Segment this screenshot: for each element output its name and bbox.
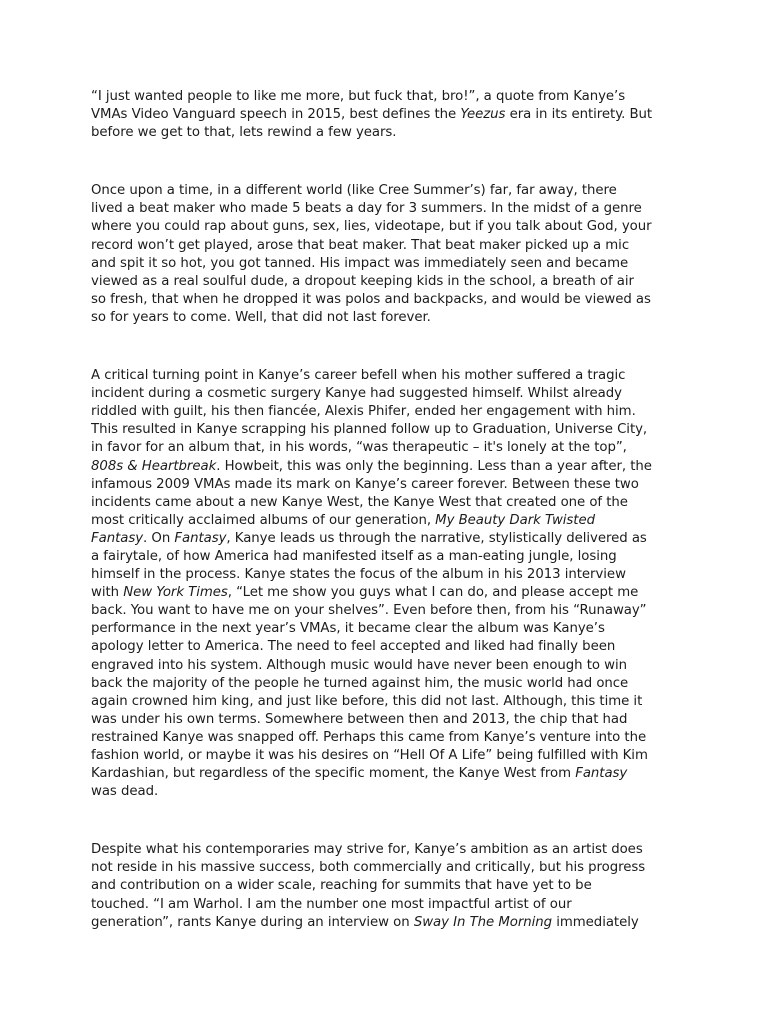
text-line <box>91 458 683 476</box>
text-run: in favor for an album that, in his words, “was therapeutic – it's lonely at the top”, <box>91 440 627 456</box>
text-line <box>91 106 683 124</box>
text-run: where you could rap about guns, sex, lies, videotape, but if you talk about God, your <box>91 219 652 235</box>
text-line <box>91 403 683 421</box>
text-line <box>91 548 683 566</box>
text-line <box>91 729 683 747</box>
text-run: . Howbeit, this was only the beginning. Less than a year after, the <box>216 458 652 474</box>
text-line <box>91 512 683 530</box>
text-line <box>91 200 683 218</box>
text-run: back the majority of the people he turned against him, the music world had once <box>91 675 629 691</box>
text-run: restrained Kanye was snapped off. Perhaps this came from Kanye’s venture into the <box>91 729 647 745</box>
text-run: and spit it so hot, you got tanned. His impact was immediately seen and became <box>91 255 629 271</box>
text-run: A critical turning point in Kanye’s career befell when his mother suffered a tragic <box>91 368 626 384</box>
text-run: This resulted in Kanye scrapping his planned follow up to Graduation, Universe City, <box>91 422 648 438</box>
text-run: touched. “I am Warhol. I am the number one most impactful artist of our <box>91 896 572 912</box>
text-line <box>91 711 683 729</box>
text-line <box>91 237 683 255</box>
text-run: Kardashian, but regardless of the specific moment, the Kanye West from <box>91 766 576 782</box>
text-run: lived a beat maker who made 5 beats a day for 3 summers. In the midst of a genre <box>91 201 642 217</box>
text-run: performance in the next year’s VMAs, it became clear the album was Kanye’s <box>91 621 605 637</box>
text-line <box>91 914 683 932</box>
text-run: viewed as a real soulful dude, a dropout keeping kids in the school, a breath of air <box>91 273 634 289</box>
text-line <box>91 657 683 675</box>
text-line <box>91 877 683 895</box>
text-run: so for years to come. Well, that did not last forever. <box>91 309 431 325</box>
text-line <box>91 859 683 877</box>
text-run: era in its entirety. But <box>505 107 653 123</box>
text-run: . On <box>143 530 175 546</box>
text-line <box>91 638 683 656</box>
document-body <box>91 88 683 932</box>
text-run: again crowned him king, and just like before, this did not last. Although, this time it <box>91 693 643 709</box>
text-run: not reside in his massive success, both commercially and critically, but his progress <box>91 860 646 876</box>
text-run: was under his own terms. Somewhere between then and 2013, the chip that had <box>91 711 628 727</box>
text-line <box>91 620 683 638</box>
text-line <box>91 783 683 801</box>
text-line <box>91 421 683 439</box>
text-run: apology letter to America. The need to feel accepted and liked had finally been <box>91 639 616 655</box>
text-run: , “Let me show you guys what I can do, and please accept me <box>227 585 639 601</box>
text-run: infamous 2009 VMAs made its mark on Kanye’s career forever. Between these two <box>91 476 639 492</box>
italic-title: My Beauty Dark Twisted <box>435 512 595 528</box>
text-run: VMAs Video Vanguard speech in 2015, best defines the <box>91 107 461 123</box>
text-run: Once upon a time, in a different world (like Cree Summer’s) far, far away, there <box>91 183 617 199</box>
italic-title: Sway In The Morning <box>413 914 553 930</box>
text-run: fashion world, or maybe it was his desires on “Hell Of A Life” being fulfilled with Kim <box>91 748 648 763</box>
text-line <box>91 675 683 693</box>
text-run: generation”, rants Kanye during an interview on <box>91 914 414 930</box>
text-line <box>91 747 683 765</box>
italic-title: 808s & Heartbreak <box>91 458 217 474</box>
text-line <box>91 584 683 602</box>
text-run: before we get to that, lets rewind a few years. <box>91 125 397 141</box>
text-run: record won’t get played, arose that beat maker. That beat maker picked up a mic <box>91 237 630 253</box>
text-run: Despite what his contemporaries may strive for, Kanye’s ambition as an artist does <box>91 842 643 858</box>
text-run: , Kanye leads us through the narrative, stylistically delivered as <box>226 530 647 546</box>
text-line <box>91 530 683 548</box>
text-line <box>91 476 683 494</box>
italic-title: Yeezus <box>460 107 506 123</box>
text-line <box>91 494 683 512</box>
text-run: a fairytale, of how America had manifested itself as a man-eating jungle, losing <box>91 548 617 564</box>
italic-title: Fantasy <box>91 530 144 546</box>
paragraph-3 <box>91 367 683 801</box>
text-run: most critically acclaimed albums of our generation, <box>91 512 436 528</box>
text-line <box>91 273 683 291</box>
text-line <box>91 841 683 859</box>
text-run: engraved into his system. Although music would have never been enough to win <box>91 657 628 673</box>
text-line <box>91 291 683 309</box>
text-line <box>91 88 683 106</box>
paragraph-1 <box>91 88 683 142</box>
text-line <box>91 255 683 273</box>
text-line <box>91 182 683 200</box>
text-line <box>91 385 683 403</box>
text-line <box>91 896 683 914</box>
text-run: with <box>91 585 124 601</box>
paragraph-2 <box>91 182 683 327</box>
text-run: incidents came about a new Kanye West, the Kanye West that created one of the <box>91 494 628 510</box>
italic-title: Fantasy <box>174 530 227 546</box>
text-run: and contribution on a wider scale, reaching for summits that have yet to be <box>91 878 592 894</box>
text-line <box>91 124 683 142</box>
text-run: immediately <box>552 914 639 930</box>
text-run: riddled with guilt, his then fiancée, Alexis Phifer, ended her engagement with him. <box>91 404 636 420</box>
text-run: “I just wanted people to like me more, but fuck that, bro!”, a quote from Kanye’s <box>91 89 626 104</box>
text-line <box>91 439 683 457</box>
text-line <box>91 602 683 620</box>
text-line <box>91 765 683 783</box>
text-line <box>91 566 683 584</box>
text-run: himself in the process. Kanye states the focus of the album in his 2013 interview <box>91 567 626 583</box>
text-line <box>91 218 683 236</box>
italic-title: New York Times <box>123 585 228 601</box>
text-run: back. You want to have me on your shelves”. Even before then, from his “Runaway” <box>91 603 647 619</box>
text-line <box>91 309 683 327</box>
italic-title: Fantasy <box>575 766 628 782</box>
text-line <box>91 367 683 385</box>
text-run: incident during a cosmetic surgery Kanye had suggested himself. Whilst already <box>91 386 622 402</box>
text-run: was dead. <box>91 784 159 800</box>
text-run: so fresh, that when he dropped it was polos and backpacks, and would be viewed as <box>91 291 651 307</box>
paragraph-4 <box>91 841 683 931</box>
text-line <box>91 693 683 711</box>
